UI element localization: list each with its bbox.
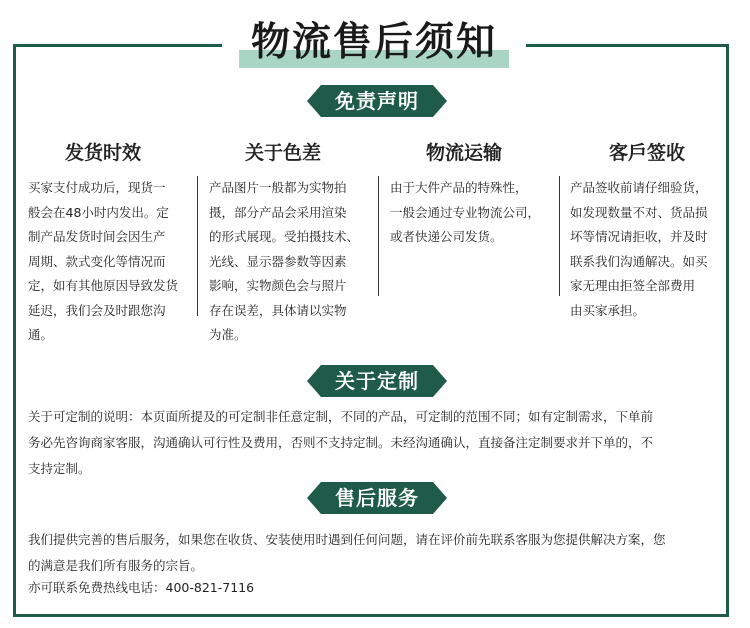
column-text-customer-signoff: 产品签收前请仔细验货， 如发现数量不对、货品损 坏等情况请拒收，并及时 联系我们沟通解决。如买 家无理由拒签全部费用 由买家承担。 bbox=[570, 180, 708, 318]
hotline-text: 亦可联系免费热线电话：400-821-7116 bbox=[28, 580, 255, 595]
column-text-color-difference: 产品图片一般都为实物拍 摄，部分产品会采用渲染 的形式展现。受拍摄技术、 光线、显示器参数等因素 影响，实物颜色会与照片 存在误差，具体请以实物 为准。 bbox=[209, 180, 360, 342]
page-title: 物流售后须知 bbox=[250, 20, 497, 65]
column-divider bbox=[559, 176, 560, 296]
column-divider bbox=[378, 176, 379, 296]
disclaimer-heading: 免责声明 bbox=[335, 89, 419, 113]
customization-ribbon bbox=[307, 365, 447, 397]
column-divider bbox=[197, 176, 198, 316]
column-title-logistics: 物流运输 bbox=[425, 142, 502, 164]
title-block bbox=[222, 14, 526, 72]
after-sales-heading: 售后服务 bbox=[335, 486, 419, 510]
after-sales-text: 我们提供完善的售后服务，如果您在收货、安装使用时遇到任何问题，请在评价前先联系客服为您提供解决方案，您 的满意是我们所有服务的宗旨。 bbox=[28, 532, 666, 573]
after-sales-ribbon bbox=[307, 482, 447, 514]
disclaimer-ribbon bbox=[307, 85, 447, 117]
column-text-shipping-time: 买家支付成功后，现货一 般会在48小时内发出。定 制产品发货时间会因生产 周期、款式变化等情况而 定，如有其他原因导致发货 延迟，我们会及时跟您沟 通。 bbox=[28, 180, 179, 342]
column-text-logistics: 由于大件产品的特殊性， 一般会通过专业物流公司， 或者快递公司发货。 bbox=[390, 180, 541, 244]
column-title-color-difference: 关于色差 bbox=[244, 142, 321, 164]
column-title-customer-signoff: 客戶签收 bbox=[608, 142, 685, 164]
column-title-shipping-time: 发货时效 bbox=[64, 142, 141, 164]
customization-text: 关于可定制的说明：本页面所提及的可定制非任意定制，不同的产品，可定制的范围不同；如有定制需求，下单前 务必先咨询商家客服，沟通确认可行性及费用，否则不支持定制。未经沟通确认，直接备注定制要求并下单的，不 支持定制。 bbox=[28, 409, 654, 476]
customization-heading: 关于定制 bbox=[335, 369, 419, 393]
